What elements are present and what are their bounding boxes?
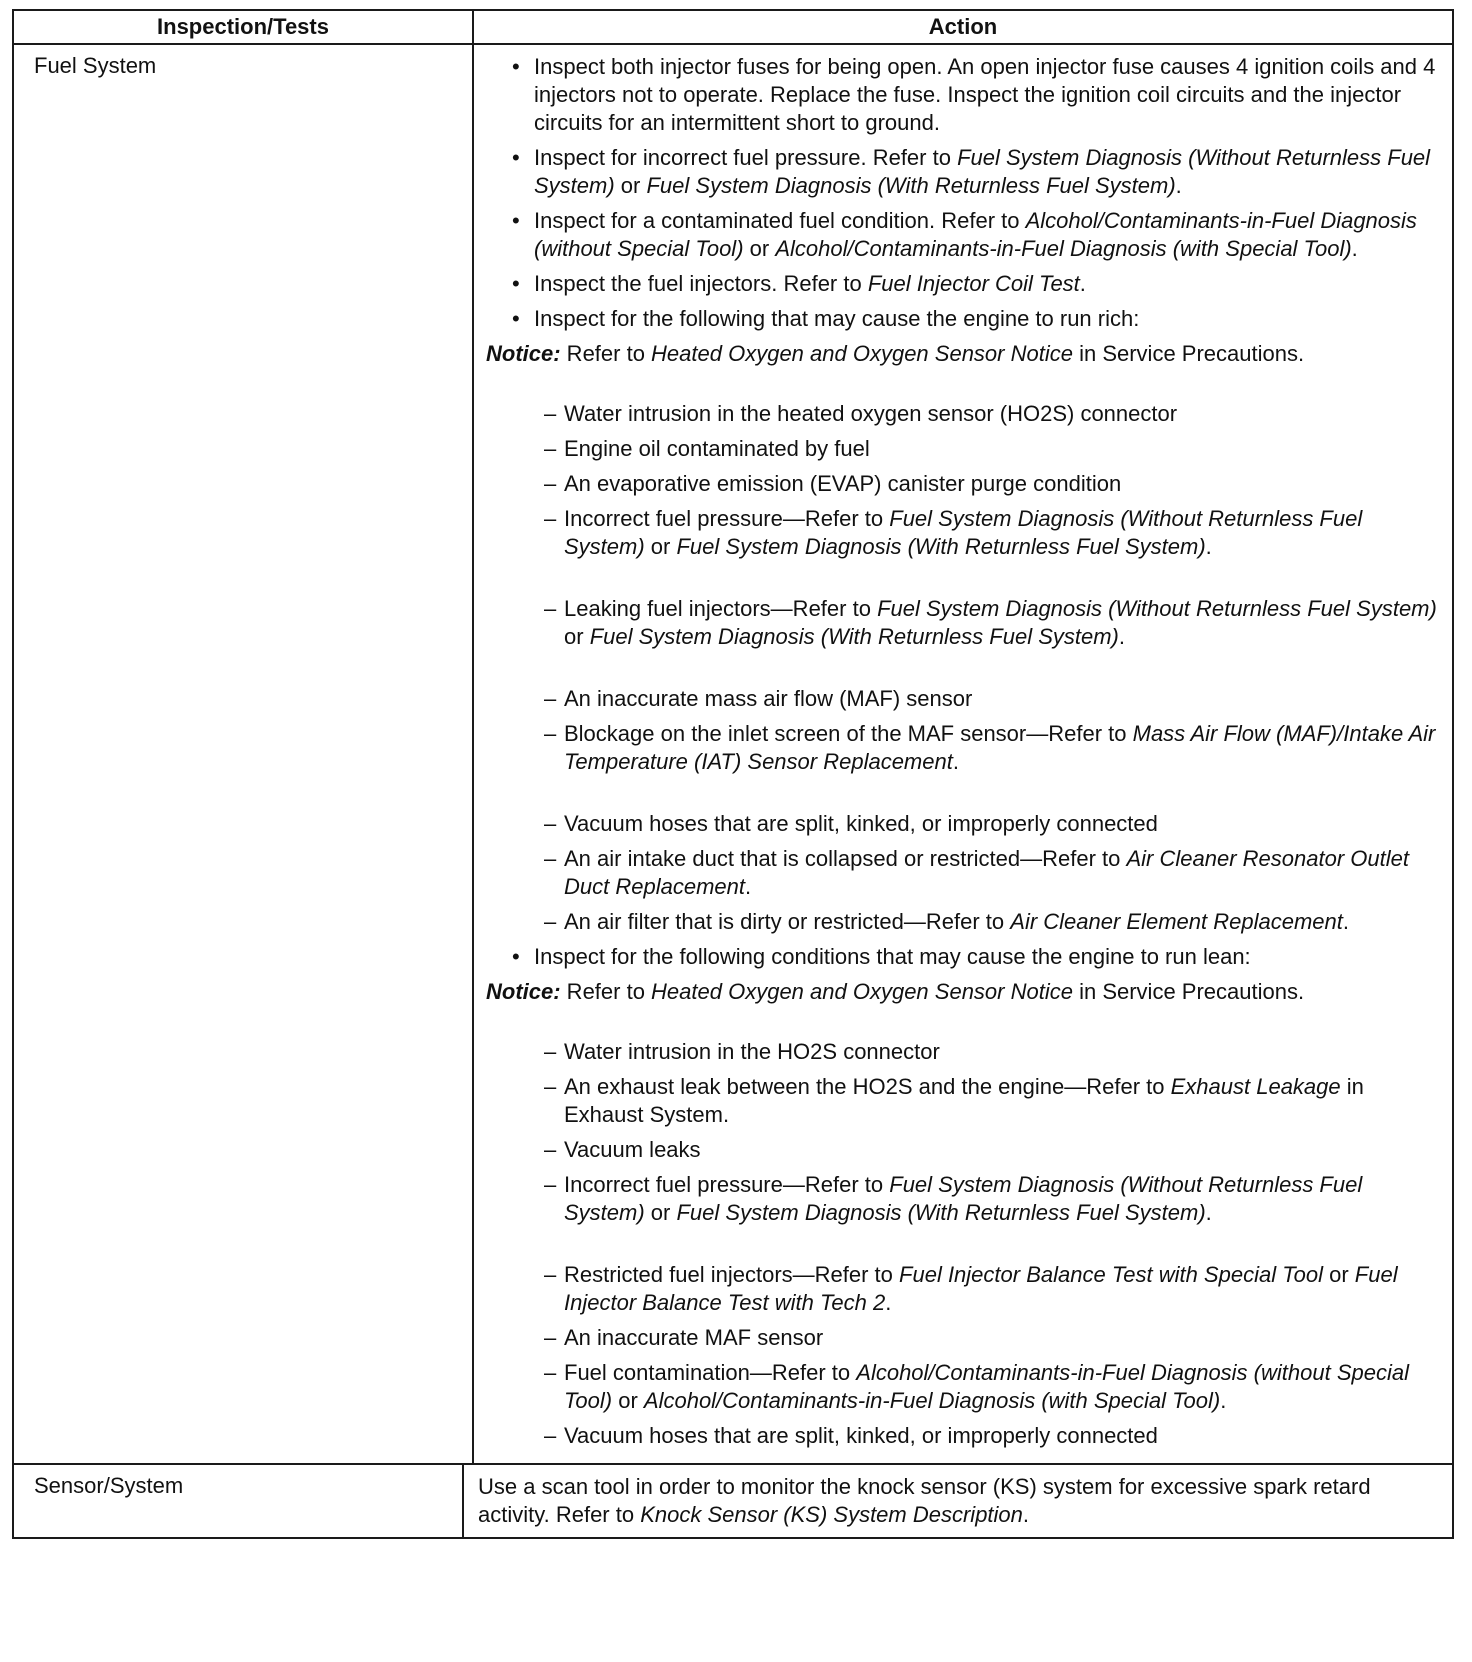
list-item: – Fuel contamination—Refer to Alcohol/Contaminants-in-Fuel Diagnosis (without Special Tool) or Alcohol/Contaminants-in-Fuel Diagnosis (with Special Tool). (486, 1359, 1442, 1415)
rich-condition-list (486, 400, 1442, 936)
list-item: – Vacuum hoses that are split, kinked, or improperly connected (486, 810, 1442, 838)
list-item: – Water intrusion in the HO2S connector (486, 1038, 1442, 1066)
bullet-item: • Inspect for a contaminated fuel condition. Refer to Alcohol/Contaminants-in-Fuel Diagnosis (without Special Tool) or Alcohol/Contaminants-in-Fuel Diagnosis (with Special Tool). (486, 207, 1442, 263)
action-cell-fuel-system (474, 45, 1452, 1463)
list-item: – An inaccurate mass air flow (MAF) sensor (486, 685, 1442, 713)
list-item: – Incorrect fuel pressure—Refer to Fuel System Diagnosis (Without Returnless Fuel System) or Fuel System Diagnosis (With Returnless Fuel System). (486, 1171, 1442, 1227)
table-header (14, 11, 1452, 45)
list-item: – Restricted fuel injectors—Refer to Fuel Injector Balance Test with Special Tool or Fuel Injector Balance Test with Tech 2. (486, 1261, 1442, 1317)
list-item: – Vacuum leaks (486, 1136, 1442, 1164)
list-item: – Water intrusion in the heated oxygen sensor (HO2S) connector (486, 400, 1442, 428)
bullet-item: • Inspect for the following conditions that may cause the engine to run lean: (486, 943, 1442, 971)
list-item: – An air filter that is dirty or restricted—Refer to Air Cleaner Element Replacement. (486, 908, 1442, 936)
list-item: – Incorrect fuel pressure—Refer to Fuel System Diagnosis (Without Returnless Fuel System) or Fuel System Diagnosis (With Returnless Fuel System). (486, 505, 1442, 561)
bullet-item: • Inspect for the following that may cause the engine to run rich: (486, 305, 1442, 333)
list-item: – Blockage on the inlet screen of the MAF sensor—Refer to Mass Air Flow (MAF)/Intake Air Temperature (IAT) Sensor Replacement. (486, 720, 1442, 776)
action-cell-sensor-system: Use a scan tool in order to monitor the knock sensor (KS) system for excessive spark retard activity. Refer to Knock Sensor (KS) System Description. (478, 1474, 1371, 1527)
bullet-item: • Inspect both injector fuses for being open. An open injector fuse causes 4 ignition coils and 4 injectors not to operate. Replace the fuse. Inspect the ignition coil circuits and the injector circuits for an intermittent short to ground. (486, 53, 1442, 137)
bullet-list (486, 53, 1442, 333)
row-label-sensor-system: Sensor/System (34, 1473, 184, 1498)
table-row-fuel-system (14, 45, 1452, 1463)
list-item: – An air intake duct that is collapsed or restricted—Refer to Air Cleaner Resonator Outlet Duct Replacement. (486, 845, 1442, 901)
header-action: Action (928, 14, 998, 39)
bullet-list-lean (486, 943, 1442, 971)
list-item: – An exhaust leak between the HO2S and the engine—Refer to Exhaust Leakage in Exhaust System. (486, 1073, 1442, 1129)
header-inspection-tests: Inspection/Tests (14, 11, 474, 43)
list-item: – An evaporative emission (EVAP) canister purge condition (486, 470, 1442, 498)
row-label-fuel-system: Fuel System (34, 53, 157, 78)
lean-condition-list (486, 1038, 1442, 1450)
notice-lean: Notice: Refer to Heated Oxygen and Oxygen Sensor Notice in Service Precautions. (486, 979, 1305, 1004)
bullet-item: • Inspect the fuel injectors. Refer to Fuel Injector Coil Test. (486, 270, 1442, 298)
diagnostic-table (12, 9, 1454, 1539)
notice-rich: Notice: Refer to Heated Oxygen and Oxygen Sensor Notice in Service Precautions. (486, 341, 1305, 366)
list-item: – Engine oil contaminated by fuel (486, 435, 1442, 463)
list-item: – Leaking fuel injectors—Refer to Fuel System Diagnosis (Without Returnless Fuel System) or Fuel System Diagnosis (With Returnless Fuel System). (486, 595, 1442, 651)
table-row-sensor-system (14, 1463, 1452, 1537)
list-item: – An inaccurate MAF sensor (486, 1324, 1442, 1352)
bullet-item: • Inspect for incorrect fuel pressure. Refer to Fuel System Diagnosis (Without Returnless Fuel System) or Fuel System Diagnosis (With Returnless Fuel System). (486, 144, 1442, 200)
list-item: – Vacuum hoses that are split, kinked, or improperly connected (486, 1422, 1442, 1450)
